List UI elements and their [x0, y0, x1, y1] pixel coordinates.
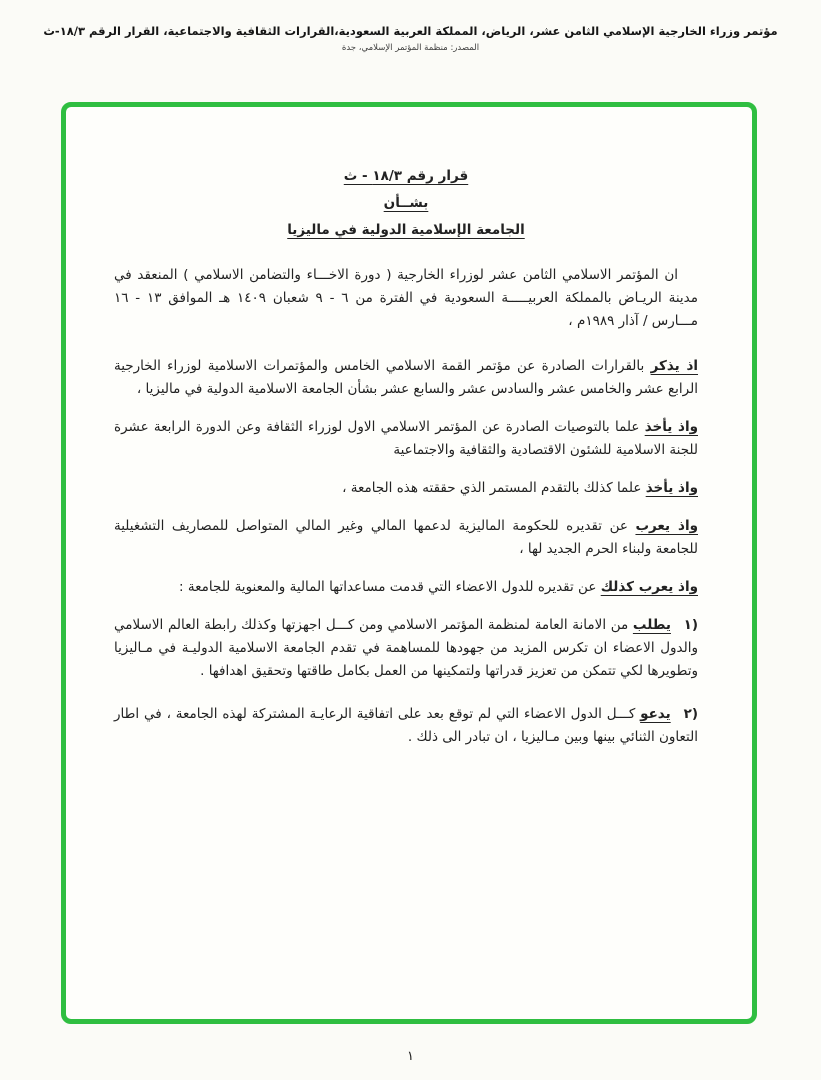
paragraph-text: عن تقديره للدول الاعضاء التي قدمت مساعداتها المالية والمعنوية للجامعة :	[179, 579, 597, 595]
resolution-number-title: قرار رقم ١٨/٣ - ث	[343, 168, 469, 184]
header-citation-line: مؤتمر وزراء الخارجية الإسلامي الثامن عشر، الرياض، المملكة العربية السعودية،القرارات الثقافية والاجتماعية، القرار الرقم ١٨/٣-ث	[43, 24, 778, 38]
header-source-line: المصدر: منظمة المؤتمر الإسلامي، جدة	[341, 43, 480, 53]
paragraph-text: بالقرارات الصادرة عن مؤتمر القمة الاسلامي الخامس والمؤتمرات الاسلامية لوزراء الخارجية الرابع عشر والخامس عشر والسادس عشر والسابع عشر بشأن الجامعة الاسلامية الدولية في ماليزيا ،	[114, 358, 698, 397]
lead-phrase: اذ يذكر	[650, 358, 699, 374]
item-number: ١)	[683, 617, 699, 633]
subject-label: بشــأن	[383, 195, 429, 211]
page-number: ١	[407, 1049, 414, 1064]
lead-phrase: يطلب	[632, 617, 671, 633]
document-header	[10, 24, 811, 53]
paragraph-text: ان المؤتمر الاسلامي الثامن عشر لوزراء الخارجية ( دورة الاخـــاء والتضامن الاسلامي ) المنعقد في مدينة الريـاض بالمملكة العربيـــــة السعودية في الفترة من ٦ - ٩ شعبان ١٤٠٩ هـ الموافق ١٣ - ١٦ مـــارس / آذار ١٩٨٩م ،	[114, 267, 698, 329]
preamble-paragraph	[114, 515, 698, 561]
document-titles	[114, 165, 698, 242]
preamble-paragraph	[114, 576, 698, 599]
operative-item	[114, 703, 698, 749]
university-title: الجامعة الإسلامية الدولية في ماليزيا	[287, 222, 525, 238]
paragraph-text: علما كذلك بالتقدم المستمر الذي حققته هذه الجامعة ،	[342, 480, 642, 496]
item-number: ٢)	[683, 706, 698, 722]
preamble-paragraph	[114, 355, 698, 401]
document-frame	[61, 102, 757, 1024]
lead-phrase: واذ يأخذ	[644, 419, 698, 435]
lead-phrase: واذ يعرب كذلك	[600, 579, 698, 595]
paragraph-text: من الامانة العامة لمنظمة المؤتمر الاسلامي ومن كـــل اجهزتها وكذلك رابطة العالم الاسلامي والدول الاعضاء ان تكرس المزيد من جهودها للمساهمة في تقدم الجامعة الاسلامية الدوليـة في مـاليزيا وتطويرها لكي تتمكن من تعزيز قدراتها ولتمكينها من العمل بكامل طاقتها وتحقيق اهدافها .	[114, 617, 698, 679]
paragraph-text: علما بالتوصيات الصادرة عن المؤتمر الاسلامي الاول لوزراء الثقافة وعن الدورة الرابعة عشرة للجنة الاسلامية للشئون الاقتصادية والثقافية والاجتماعية	[114, 419, 698, 458]
lead-phrase: يدعو	[640, 706, 671, 722]
paragraph-text: كـــل الدول الاعضاء التي لم توقع بعد على اتفاقية الرعايـة المشتركة لهذه الجامعة ، في اطار التعاون الثنائي بينها وبين مـاليزيا ، ان تبادر الى ذلك .	[114, 706, 698, 745]
preamble-paragraph	[114, 416, 698, 462]
document-body	[114, 165, 698, 769]
lead-phrase: واذ يأخذ	[645, 480, 698, 496]
operative-item	[114, 614, 698, 683]
paragraph-text: عن تقديره للحكومة الماليزية لدعمها المالي وغير المالي المتواصل للمصاريف التشغيلية للجامعة ولبناء الحرم الجديد لها ،	[114, 518, 698, 557]
preamble-paragraph	[114, 264, 698, 333]
preamble-paragraph	[114, 477, 698, 500]
lead-phrase: واذ يعرب	[635, 518, 698, 534]
